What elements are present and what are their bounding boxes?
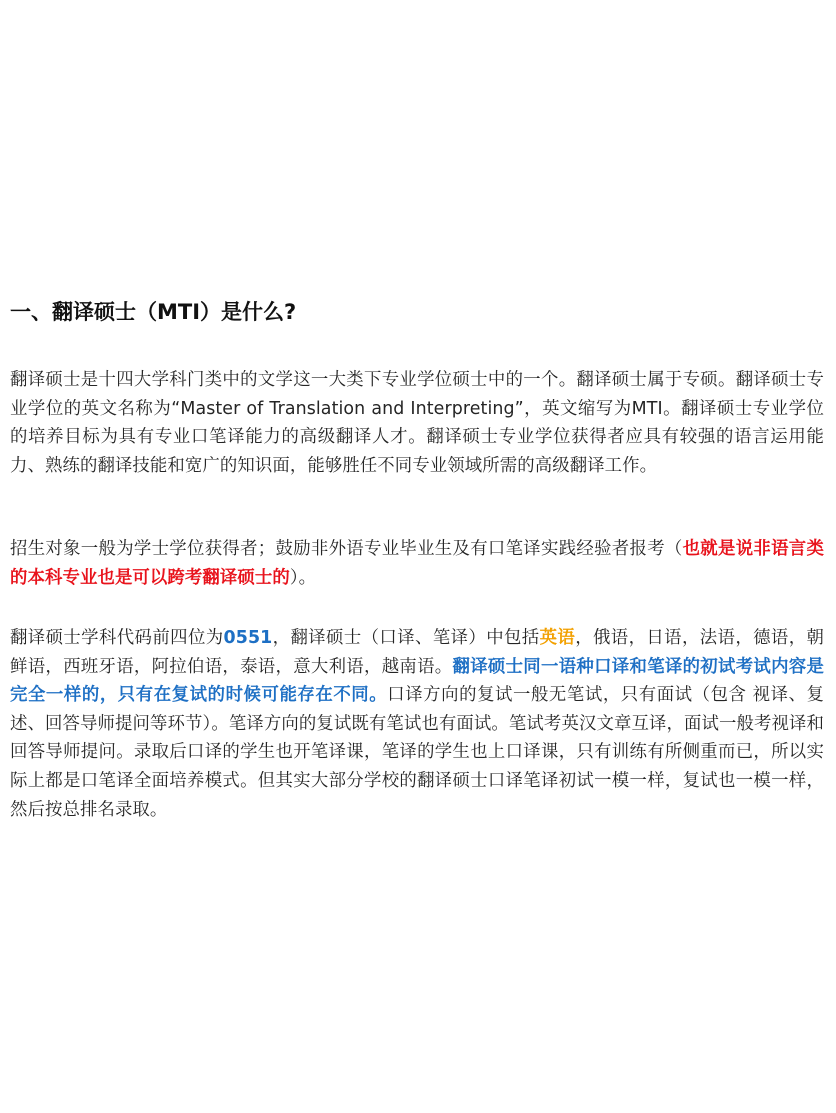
paragraph-exam-details bbox=[10, 624, 824, 824]
subject-code: 0551 bbox=[223, 628, 273, 648]
language-english-highlight: 英语 bbox=[539, 628, 576, 648]
paragraph-admission-end: ）。 bbox=[289, 567, 317, 588]
section-heading: 一、翻译硕士（MTI）是什么? bbox=[10, 300, 297, 324]
exam-details-text-4: 口译方向的复试一般无笔试，只有面试（包含 视译、复述、回答导师提问等环节）。笔译方向的复试既有笔试也有面试。笔试考英汉文章互译，面试一般考视译和回答导师提问。录取后口译的学生也开笔译课，笔译的学生也上口译课，只有训练有所侧重而已，所以实际上都是口笔译全面培养模式。但其实大部分学校的翻译硕士口译笔译初试一模一样，复试也一模一样，然后按总排名录取。 bbox=[10, 685, 825, 820]
paragraph-definition bbox=[10, 366, 824, 480]
exam-details-text-3: ，俄语，日语，法语，德语，朝鲜语，西班牙语，阿拉伯语，泰语，意大利语，越南语。 bbox=[10, 628, 825, 677]
admission-highlight: 也就是说非语言类的本科专业也是可以跨考翻译硕士的 bbox=[10, 539, 824, 588]
exam-details-text-2: ，翻译硕士（口译、笔译）中包括 bbox=[272, 628, 540, 648]
paragraph-admission bbox=[10, 535, 824, 592]
paragraph-definition-text: 翻译硕士是十四大学科门类中的文学这一大类下专业学位硕士中的一个。翻译硕士属于专硕。翻译硕士专业学位的英文名称为“Master of Translation and Interpreting”，英文缩写为MTI。翻译硕士专业学位的培养目标为具有专业口笔译能力的高级翻译人才。翻译硕士专业学位获得者应具有较强的语言运用能力、熟练的翻译技能和宽广的知识面，能够胜任不同专业领域所需的高级翻译工作。 bbox=[10, 370, 824, 476]
exam-details-text-1: 翻译硕士学科代码前四位为 bbox=[10, 628, 224, 648]
paragraph-admission-text: 招生对象一般为学士学位获得者；鼓励非外语专业毕业生及有口笔译实践经验者报考（ bbox=[10, 539, 683, 559]
exam-content-highlight: 翻译硕士同一语种口译和笔译的初试考试内容是完全一样的，只有在复试的时候可能存在不同。 bbox=[10, 656, 824, 706]
